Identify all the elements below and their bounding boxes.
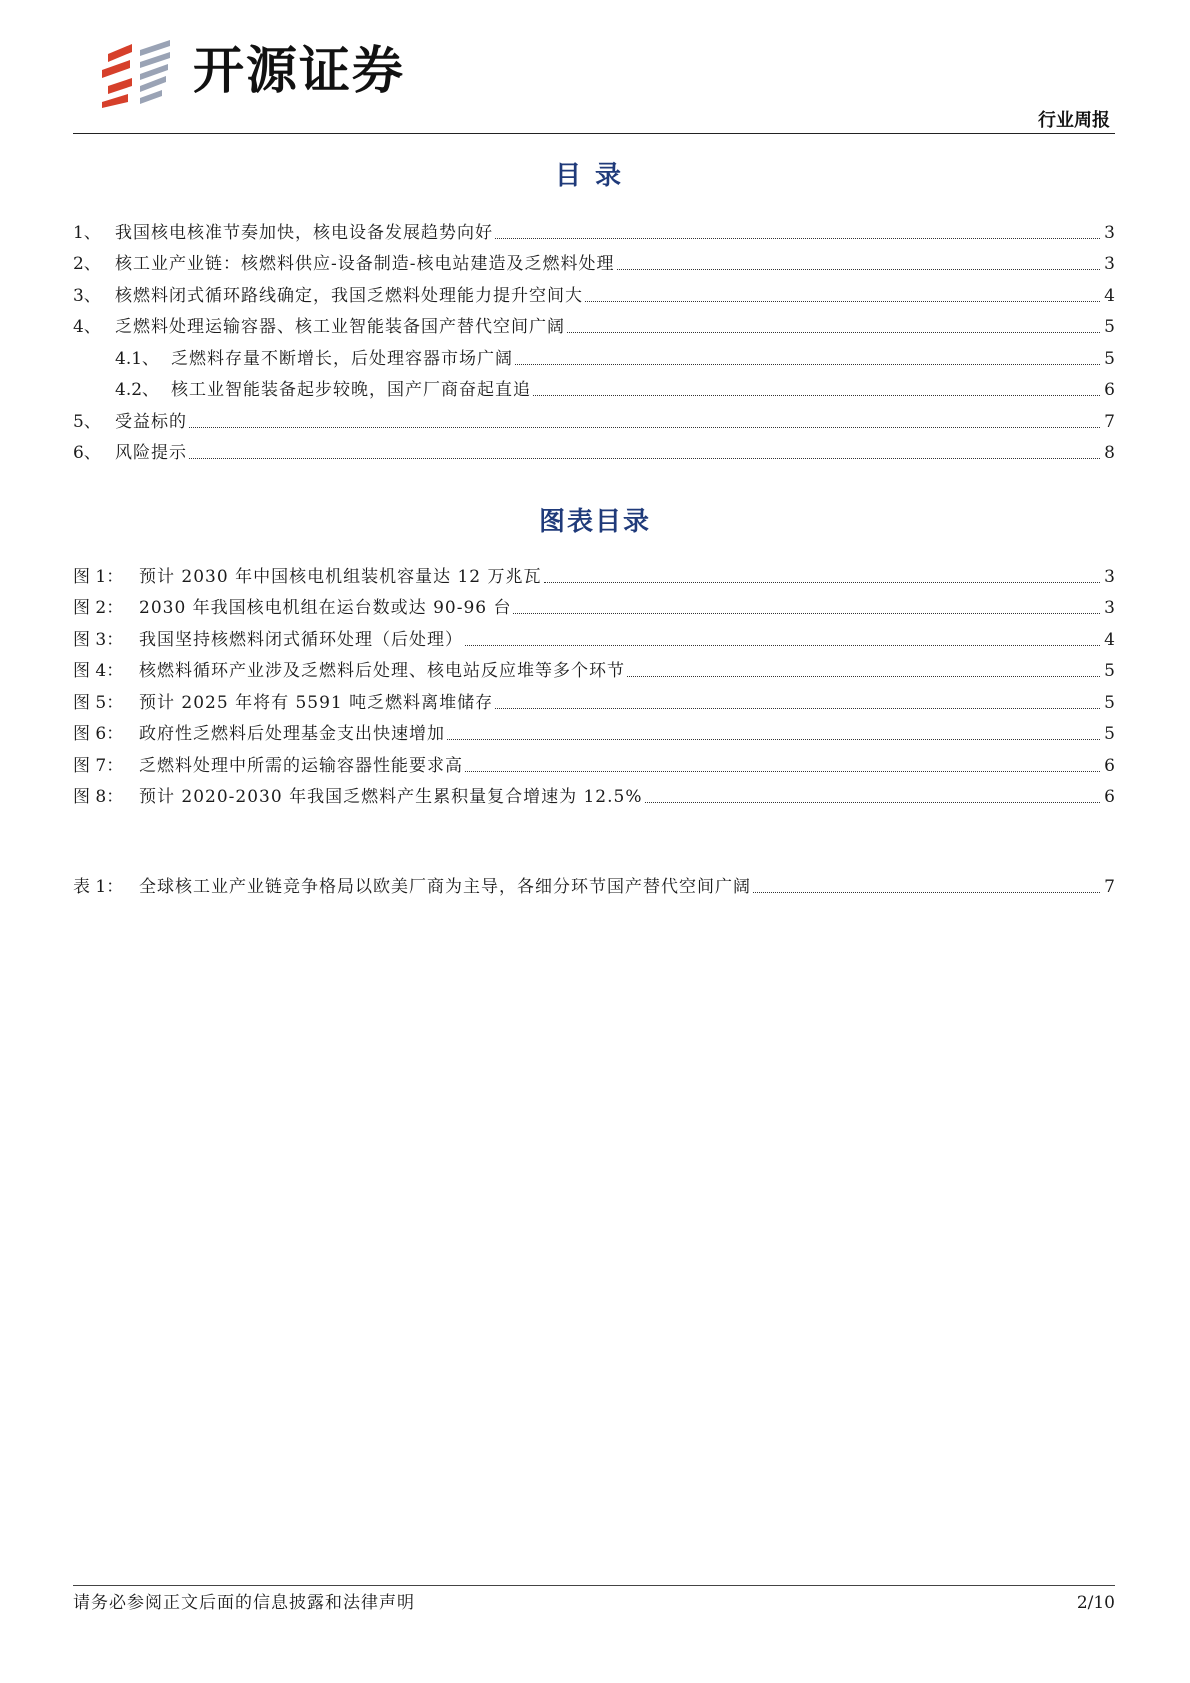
toc-entry-title: 核工业智能装备起步较晚，国产厂商奋起直追	[171, 380, 531, 400]
dot-leader	[447, 739, 1100, 740]
toc-entry-page: 8	[1104, 443, 1115, 463]
toc-entry[interactable]	[73, 275, 1115, 307]
toc-entry-page: 6	[1104, 380, 1115, 400]
toc-entry-title: 核燃料闭式循环路线确定，我国乏燃料处理能力提升空间大	[115, 285, 583, 306]
toc-entry-title: 核工业产业链：核燃料供应-设备制造-核电站建造及乏燃料处理	[115, 254, 615, 274]
figure-entry-title: 我国坚持核燃料闭式循环处理（后处理）	[139, 629, 463, 650]
figure-entry-page: 5	[1104, 724, 1115, 744]
toc-title: 目录	[554, 161, 635, 191]
figure-entry-title: 2030 年我国核电机组在运台数或达 90-96 台	[139, 598, 512, 618]
toc-entry-number: 4、	[73, 317, 101, 337]
figure-entry[interactable]	[73, 556, 1115, 588]
toc-subentry[interactable]	[73, 338, 1115, 370]
figure-entry-page: 6	[1104, 787, 1115, 807]
figure-entry[interactable]	[73, 714, 1115, 746]
figure-entry-number: 图 2：	[73, 598, 124, 618]
page-number: 2/10	[1076, 1593, 1115, 1613]
toc-entry-number: 4.1、	[115, 348, 160, 369]
figure-entry-page: 3	[1104, 598, 1115, 618]
dot-leader	[533, 395, 1100, 396]
figure-entry-title: 预计 2020-2030 年我国乏燃料产生累积量复合增速为 12.5%	[139, 787, 643, 807]
toc-entry-number: 2、	[73, 254, 101, 274]
dot-leader	[617, 269, 1101, 270]
footer-disclaimer: 请务必参阅正文后面的信息披露和法律声明	[73, 1593, 415, 1613]
toc-entry-title: 乏燃料处理运输容器、核工业智能装备国产替代空间广阔	[115, 317, 565, 337]
toc-entry-title: 乏燃料存量不断增长，后处理容器市场广阔	[171, 348, 513, 369]
dot-leader	[495, 708, 1100, 709]
toc-entry-title: 风险提示	[115, 443, 187, 463]
dot-leader	[585, 301, 1100, 302]
figure-entry[interactable]	[73, 588, 1115, 620]
toc-entry-number: 4.2、	[115, 380, 160, 400]
toc-entry[interactable]	[73, 212, 1115, 244]
figure-entry-title: 预计 2030 年中国核电机组装机容量达 12 万兆瓦	[139, 566, 542, 587]
figure-entry-title: 预计 2025 年将有 5591 吨乏燃料离堆储存	[139, 692, 494, 713]
dot-leader	[189, 458, 1100, 459]
toc-entry-number: 6、	[73, 443, 101, 463]
dot-leader	[627, 676, 1100, 677]
table-entry[interactable]	[73, 866, 1115, 898]
figure-entry[interactable]	[73, 777, 1115, 809]
figure-entry-page: 6	[1104, 755, 1115, 776]
figure-entry-title: 政府性乏燃料后处理基金支出快速增加	[139, 724, 445, 744]
figure-entry-page: 5	[1104, 692, 1115, 713]
figure-entry-number: 图 6：	[73, 724, 124, 744]
page-header	[0, 0, 1190, 140]
toc-entry-page: 4	[1104, 285, 1115, 306]
brand-name: 开源证券	[193, 42, 406, 101]
figure-entry-page: 3	[1104, 566, 1115, 587]
toc-entry[interactable]	[73, 244, 1115, 276]
figure-entry-number: 图 7：	[73, 755, 124, 776]
dot-leader	[645, 802, 1101, 803]
dot-leader	[465, 645, 1100, 646]
table-entry-title: 全球核工业产业链竞争格局以欧美厂商为主导，各细分环节国产替代空间广阔	[139, 876, 751, 897]
toc-entry-page: 5	[1104, 317, 1115, 337]
dot-leader	[515, 364, 1100, 365]
table-entry-page: 7	[1104, 876, 1115, 897]
toc-entry-number: 3、	[73, 285, 101, 306]
figure-entry-number: 图 5：	[73, 692, 124, 713]
figure-entry[interactable]	[73, 651, 1115, 683]
toc-entry-page: 3	[1104, 222, 1115, 243]
figure-entry[interactable]	[73, 745, 1115, 777]
dot-leader	[544, 582, 1101, 583]
footer-divider	[73, 1585, 1115, 1586]
figure-entry-page: 4	[1104, 629, 1115, 650]
figures-title: 图表目录	[538, 507, 651, 537]
toc-entry-title: 受益标的	[115, 411, 187, 432]
figure-entry-title: 核燃料循环产业涉及乏燃料后处理、核电站反应堆等多个环节	[139, 661, 625, 681]
figure-entry-number: 图 8：	[73, 787, 124, 807]
toc-entry[interactable]	[73, 307, 1115, 339]
figure-entry-page: 5	[1104, 661, 1115, 681]
dot-leader	[495, 238, 1100, 239]
figure-entry-number: 图 3：	[73, 629, 124, 650]
toc-subentry[interactable]	[73, 370, 1115, 402]
toc-entry-number: 1、	[73, 222, 101, 243]
table-list	[73, 866, 1115, 898]
toc-entry[interactable]	[73, 401, 1115, 433]
figure-entry-number: 图 1：	[73, 566, 124, 587]
toc-entry-number: 5、	[73, 411, 101, 432]
table-entry-number: 表 1：	[73, 876, 124, 897]
dot-leader	[753, 892, 1100, 893]
dot-leader	[567, 332, 1100, 333]
report-type-label: 行业周报	[1038, 110, 1110, 131]
figure-entry[interactable]	[73, 682, 1115, 714]
toc-list	[73, 212, 1115, 464]
brand-logo-icon	[100, 40, 182, 108]
toc-entry-page: 3	[1104, 254, 1115, 274]
dot-leader	[513, 613, 1100, 614]
figure-entry-title: 乏燃料处理中所需的运输容器性能要求高	[139, 755, 463, 776]
toc-entry-page: 7	[1104, 411, 1115, 432]
toc-entry[interactable]	[73, 433, 1115, 465]
figure-entry-number: 图 4：	[73, 661, 124, 681]
toc-entry-page: 5	[1104, 348, 1115, 369]
header-divider	[73, 133, 1115, 134]
dot-leader	[189, 427, 1100, 428]
toc-entry-title: 我国核电核准节奏加快，核电设备发展趋势向好	[115, 222, 493, 243]
figure-list	[73, 556, 1115, 808]
figure-entry[interactable]	[73, 619, 1115, 651]
dot-leader	[465, 771, 1100, 772]
